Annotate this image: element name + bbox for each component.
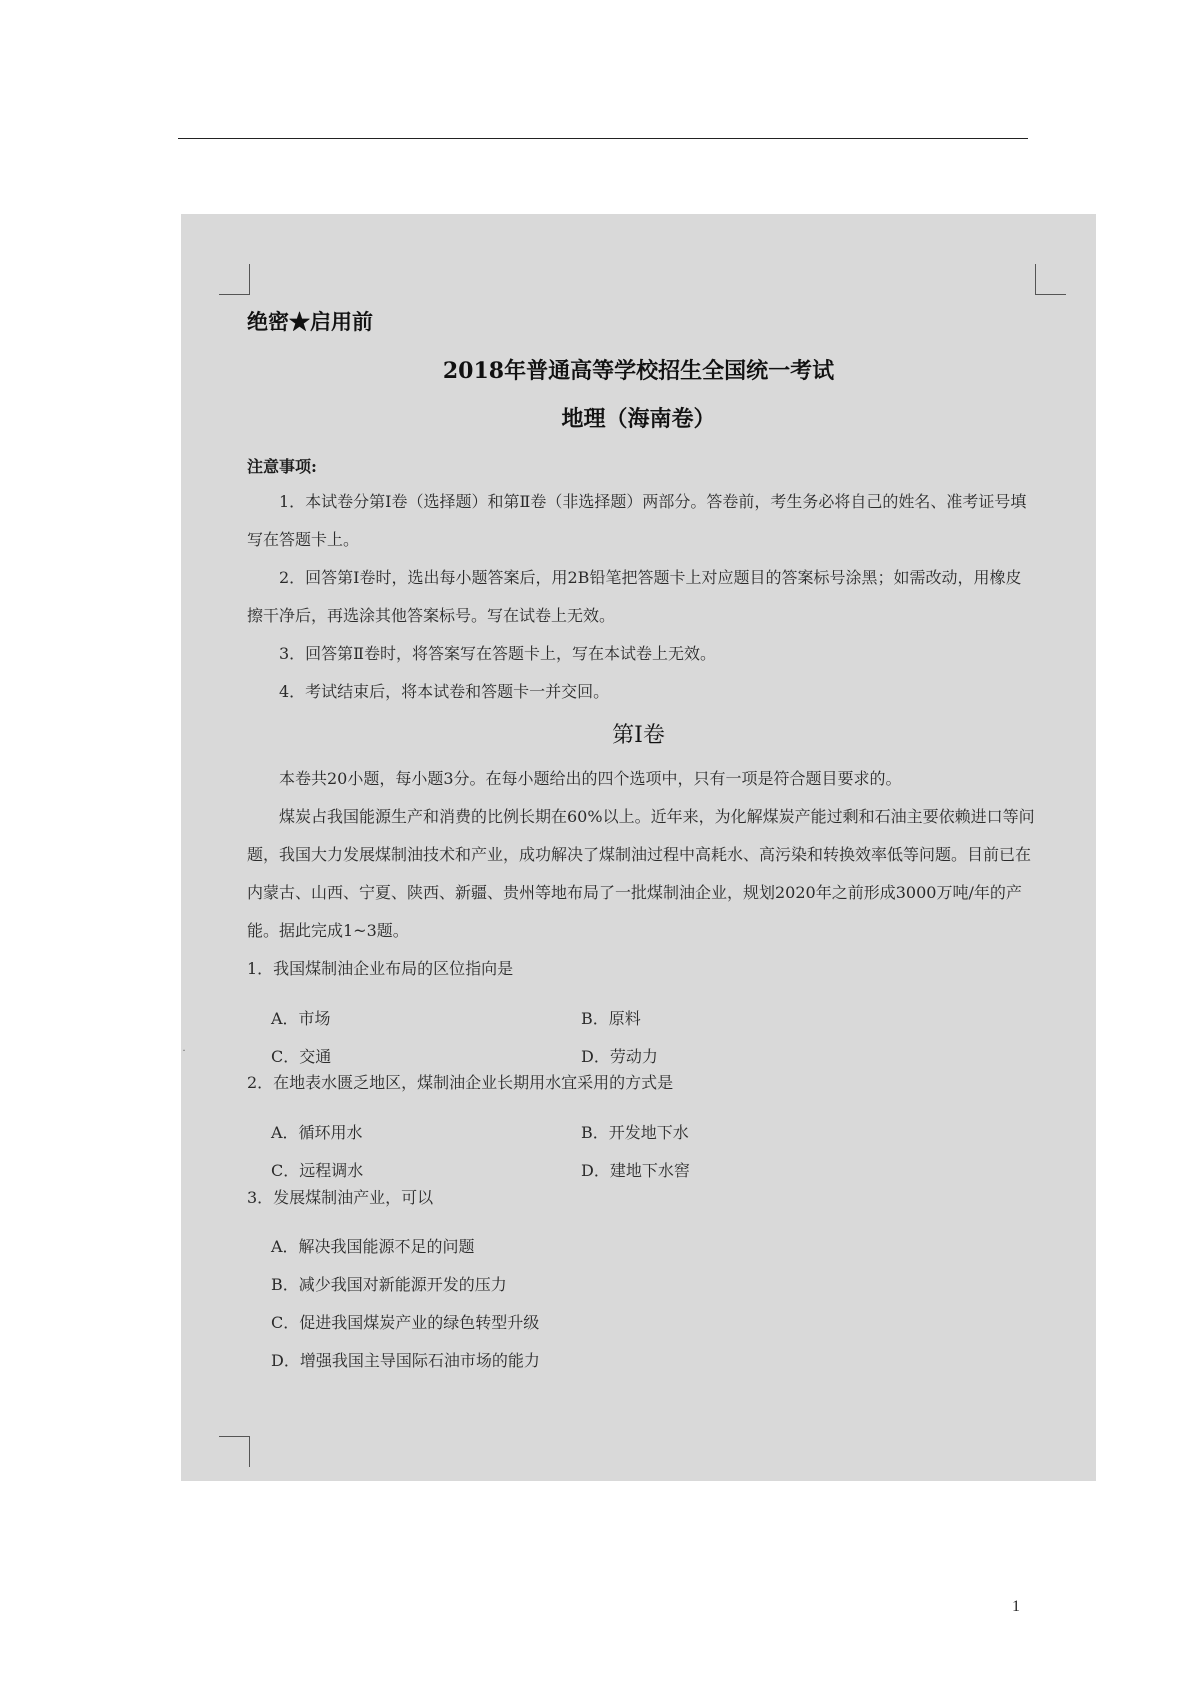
header-rule [178, 138, 1028, 139]
scan-speck: ˙ [181, 1048, 187, 1062]
question-1-option-d: D．劳动力 [581, 1047, 658, 1066]
question-2-stem: 2．在地表水匮乏地区，煤制油企业长期用水宜采用的方式是 [247, 1073, 674, 1092]
question-1-option-a: A．市场 [271, 1009, 331, 1028]
section-intro: 本卷共20小题，每小题3分。在每小题给出的四个选项中，只有一项是符合题目要求的。 [279, 769, 902, 788]
notice-item-4: 4．考试结束后，将本试卷和答题卡一并交回。 [279, 682, 610, 701]
crop-mark-top-right [1035, 264, 1066, 295]
exam-title: 2018年普通高等学校招生全国统一考试 [442, 358, 835, 384]
scanned-exam-page [181, 214, 1096, 1481]
question-1-option-b: B．原料 [581, 1009, 641, 1028]
notice-heading: 注意事项: [247, 457, 317, 476]
subject-title: 地理（海南卷） [561, 406, 716, 432]
notice-item-3: 3．回答第Ⅱ卷时，将答案写在答题卡上，写在本试卷上无效。 [279, 644, 717, 663]
question-2-option-c: C．远程调水 [271, 1161, 364, 1180]
question-3-option-b: B．减少我国对新能源开发的压力 [271, 1275, 507, 1294]
notice-item-1: 1．本试卷分第Ⅰ卷（选择题）和第Ⅱ卷（非选择题）两部分。答卷前，考生务必将自己的姓名、准考证号填写在答题卡上。 [247, 492, 1027, 549]
question-1-option-c: C．交通 [271, 1047, 332, 1066]
question-3-option-c: C．促进我国煤炭产业的绿色转型升级 [271, 1313, 540, 1332]
question-2-option-d: D．建地下水窖 [581, 1161, 690, 1180]
question-3-option-d: D．增强我国主导国际石油市场的能力 [271, 1351, 540, 1370]
question-1-stem: 1．我国煤制油企业布局的区位指向是 [247, 959, 514, 978]
notice-item-2: 2．回答第Ⅰ卷时，选出每小题答案后，用2B铅笔把答题卡上对应题目的答案标号涂黑；如需改动，用橡皮擦干净后，再选涂其他答案标号。写在试卷上无效。 [247, 568, 1022, 625]
question-3-stem: 3．发展煤制油产业，可以 [247, 1188, 434, 1207]
question-2-option-a: A．循环用水 [271, 1123, 363, 1142]
question-3-option-a: A．解决我国能源不足的问题 [271, 1237, 475, 1256]
crop-mark-top-left [219, 264, 250, 295]
reading-passage: 煤炭占我国能源生产和消费的比例长期在60%以上。近年来，为化解煤炭产能过剩和石油主要依赖进口等问题，我国大力发展煤制油技术和产业，成功解决了煤制油过程中高耗水、高污染和转换效率低等问题。目前已在内蒙古、山西、宁夏、陕西、新疆、贵州等地布局了一批煤制油企业，规划2020年之前形成3000万吨/年的产能。据此完成1~3题。 [247, 807, 1035, 940]
confidential-label: 绝密★启用前 [247, 309, 373, 334]
crop-mark-bottom-left [219, 1436, 250, 1467]
section-title: 第Ⅰ卷 [612, 723, 665, 748]
page-number: 1 [1012, 1598, 1020, 1615]
question-2-option-b: B．开发地下水 [581, 1123, 689, 1142]
